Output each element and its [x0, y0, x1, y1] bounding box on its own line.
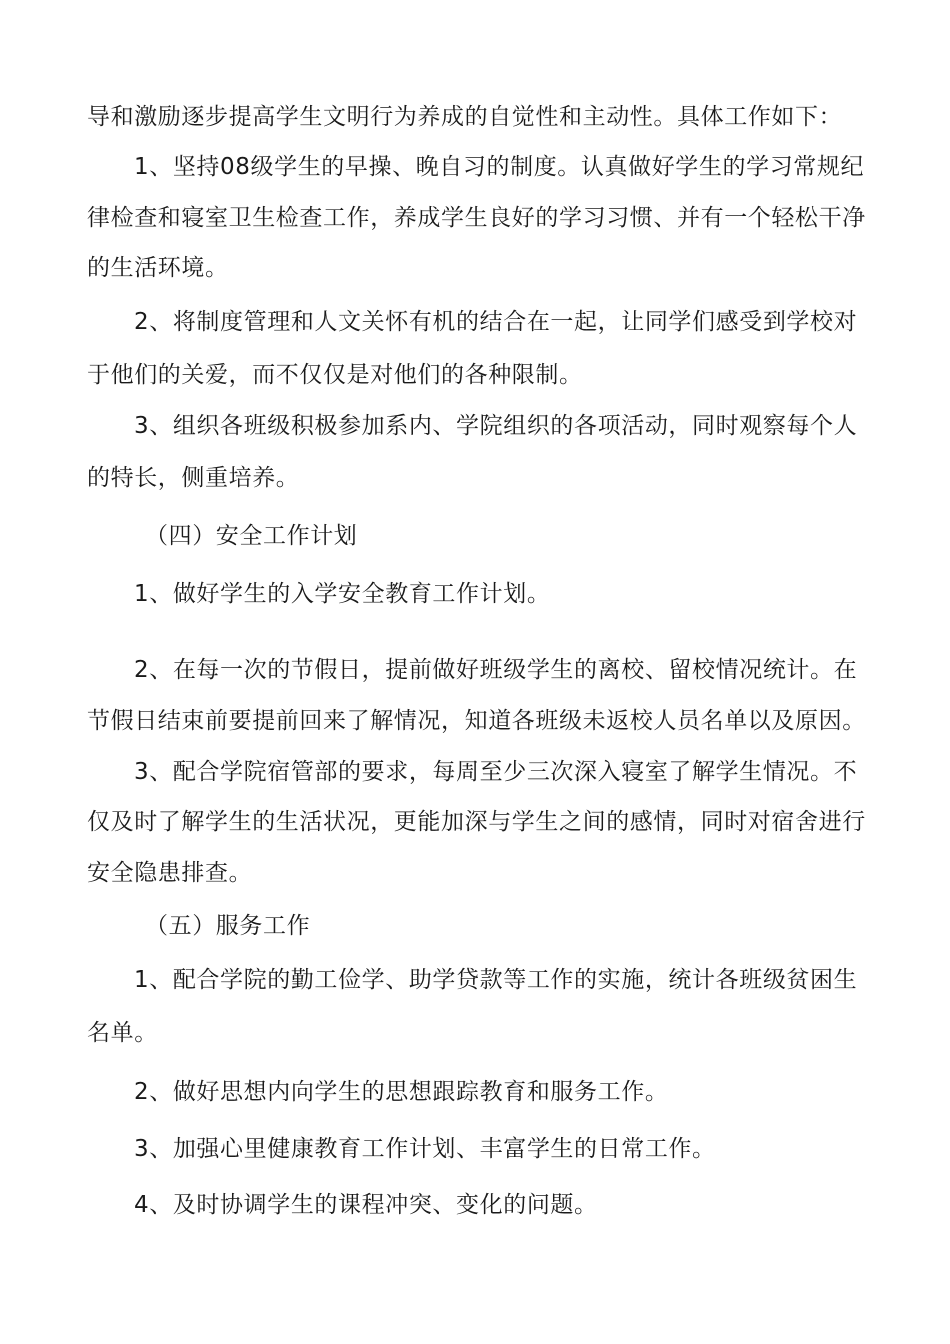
text-line: 2、将制度管理和人文关怀有机的结合在一起，让同学们感受到学校对: [134, 309, 858, 335]
text-line: 3、加强心里健康教育工作计划、丰富学生的日常工作。: [134, 1136, 716, 1162]
text-line: 节假日结束前要提前回来了解情况，知道各班级未返校人员名单以及原因。: [87, 708, 866, 734]
text-line: 安全隐患排查。: [87, 860, 253, 886]
text-line: 1、做好学生的入学安全教育工作计划。: [134, 581, 551, 607]
text-line: 的特长，侧重培养。: [87, 465, 300, 491]
text-line: 3、配合学院宿管部的要求，每周至少三次深入寝室了解学生情况。不: [134, 759, 858, 785]
text-line: 1、坚持08级学生的早操、晚自习的制度。认真做好学生的学习常规纪: [134, 154, 865, 180]
section-heading: （五）服务工作: [145, 913, 311, 939]
text-line: 3、组织各班级积极参加系内、学院组织的各项活动，同时观察每个人: [134, 413, 858, 439]
text-line: 仅及时了解学生的生活状况，更能加深与学生之间的感情，同时对宿舍进行: [87, 809, 866, 835]
section-heading: （四）安全工作计划: [145, 523, 358, 549]
text-line: 的生活环境。: [87, 255, 229, 281]
text-line: 律检查和寝室卫生检查工作，养成学生良好的学习习惯、并有一个轻松干净: [87, 205, 866, 231]
text-line: 导和激励逐步提高学生文明行为养成的自觉性和主动性。具体工作如下：: [87, 104, 843, 130]
text-line: 于他们的关爱，而不仅仅是对他们的各种限制。: [87, 362, 583, 388]
text-line: 4、及时协调学生的课程冲突、变化的问题。: [134, 1192, 598, 1218]
text-line: 2、在每一次的节假日，提前做好班级学生的离校、留校情况统计。在: [134, 657, 858, 683]
text-line: 1、配合学院的勤工俭学、助学贷款等工作的实施，统计各班级贫困生: [134, 967, 858, 993]
text-line: 2、做好思想内向学生的思想跟踪教育和服务工作。: [134, 1079, 669, 1105]
text-line: 名单。: [87, 1020, 158, 1046]
